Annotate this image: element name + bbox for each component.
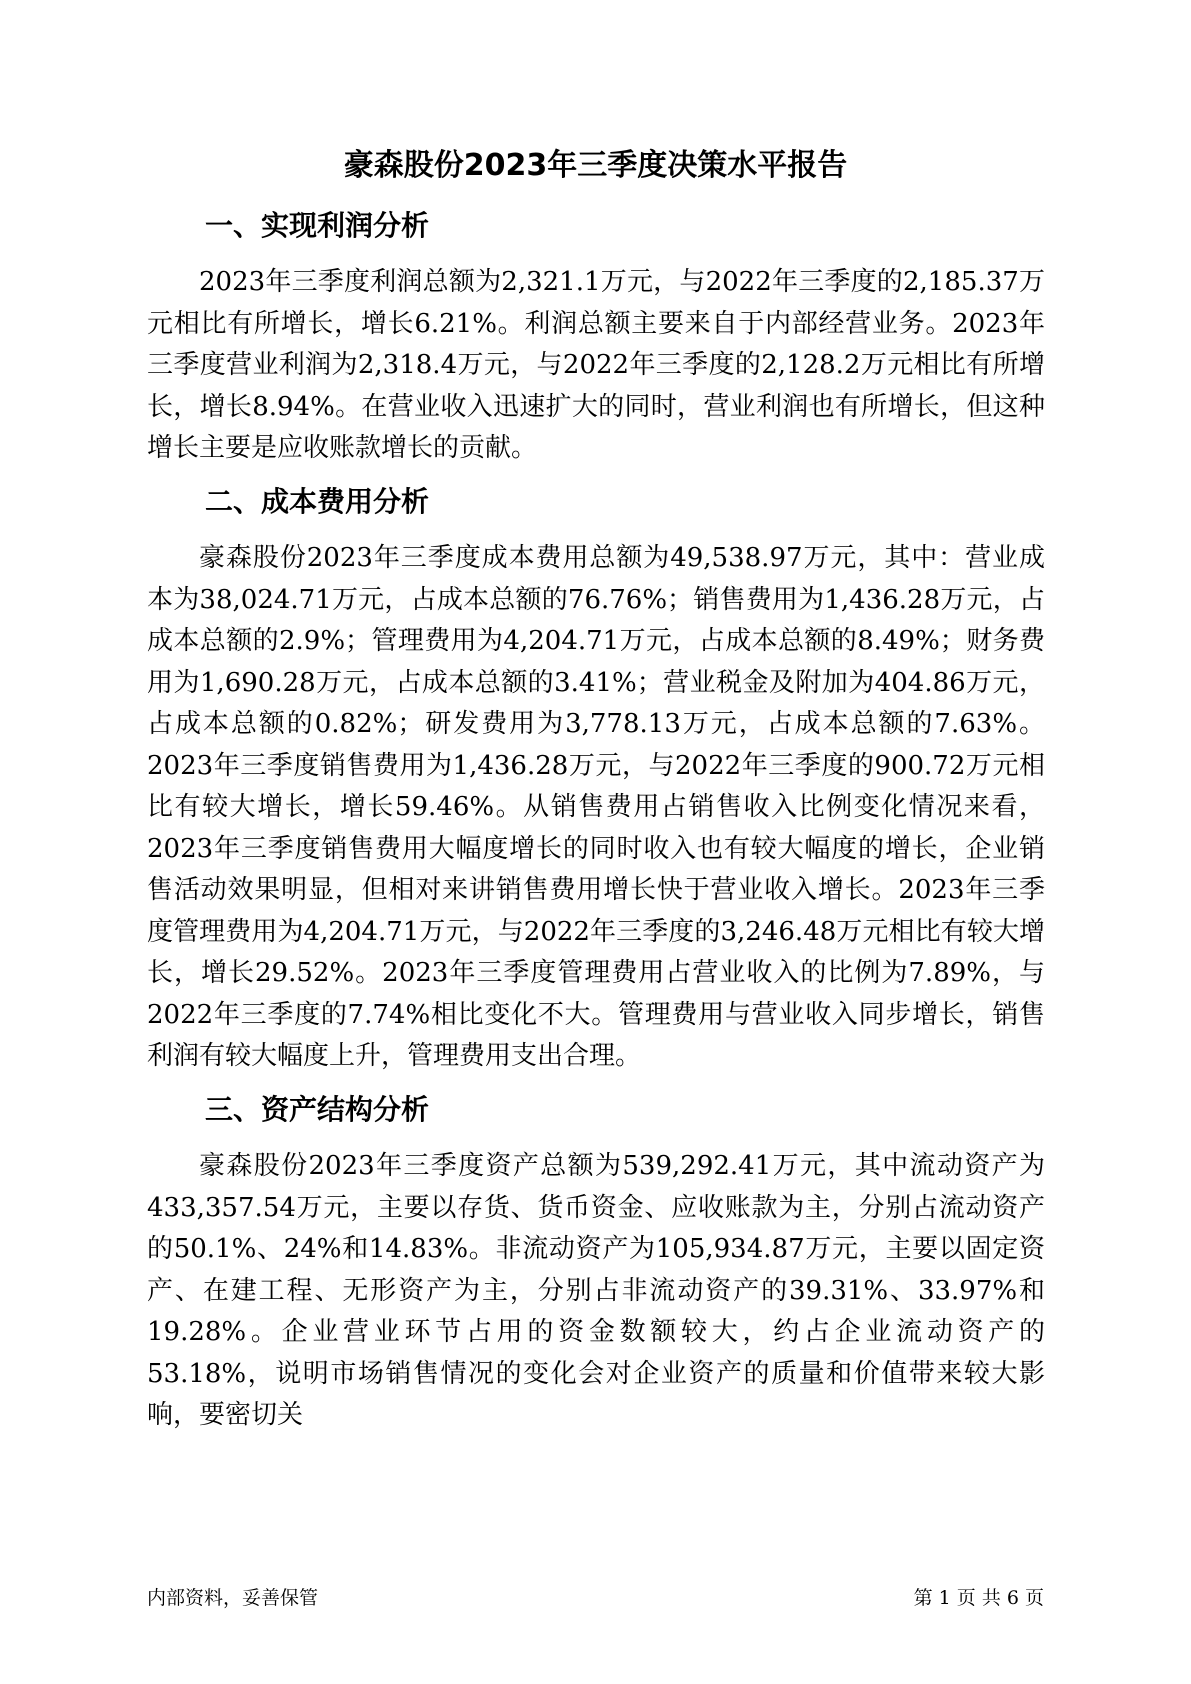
section-paragraph-cost: 豪森股份2023年三季度成本费用总额为49,538.97万元，其中：营业成本为38,024.71万元，占成本总额的76.76%；销售费用为1,436.28万元，占成本总额的2.9%；管理费用为4,204.71万元，占成本总额的8.49%；财务费用为1,690.28万元，占成本总额的3.41%；营业税金及附加为404.86万元，占成本总额的0.82%；研发费用为3,778.13万元，占成本总额的7.63%。2023年三季度销售费用为1,436.28万元，与2022年三季度的900.72万元相比有较大增长，增长59.46%。从销售费用占销售收入比例变化情况来看，2023年三季度销售费用大幅度增长的同时收入也有较大幅度的增长，企业销售活动效果明显，但相对来讲销售费用增长快于营业收入增长。2023年三季度管理费用为4,204.71万元，与2022年三季度的3,246.48万元相比有较大增长，增长29.52%。2023年三季度管理费用占营业收入的比例为7.89%，与2022年三季度的7.74%相比变化不大。管理费用与营业收入同步增长，销售利润有较大幅度上升，管理费用支出合理。 xyxy=(147,543,1045,1071)
section-heading-assets: 三、资产结构分析 xyxy=(205,1093,430,1126)
document-title: 豪森股份2023年三季度决策水平报告 xyxy=(343,148,848,183)
footer-confidential-note: 内部资料，妥善保管 xyxy=(147,1587,319,1609)
section-heading-profit: 一、实现利润分析 xyxy=(205,209,430,242)
section-heading-cost: 二、成本费用分析 xyxy=(205,485,430,518)
footer-page-number: 第 1 页 共 6 页 xyxy=(913,1587,1044,1609)
section-paragraph-assets: 豪森股份2023年三季度资产总额为539,292.41万元，其中流动资产为433,357.54万元，主要以存货、货币资金、应收账款为主，分别占流动资产的50.1%、24%和14.83%。非流动资产为105,934.87万元，主要以固定资产、在建工程、无形资产为主，分别占非流动资产的39.31%、33.97%和19.28%。企业营业环节占用的资金数额较大，约占企业流动资产的53.18%，说明市场销售情况的变化会对企业资产的质量和价值带来较大影响，要密切关 xyxy=(147,1151,1045,1430)
section-paragraph-profit: 2023年三季度利润总额为2,321.1万元，与2022年三季度的2,185.37万元相比有所增长，增长6.21%。利润总额主要来自于内部经营业务。2023年三季度营业利润为2,318.4万元，与2022年三季度的2,128.2万元相比有所增长，增长8.94%。在营业收入迅速扩大的同时，营业利润也有所增长，但这种增长主要是应收账款增长的贡献。 xyxy=(147,267,1045,463)
